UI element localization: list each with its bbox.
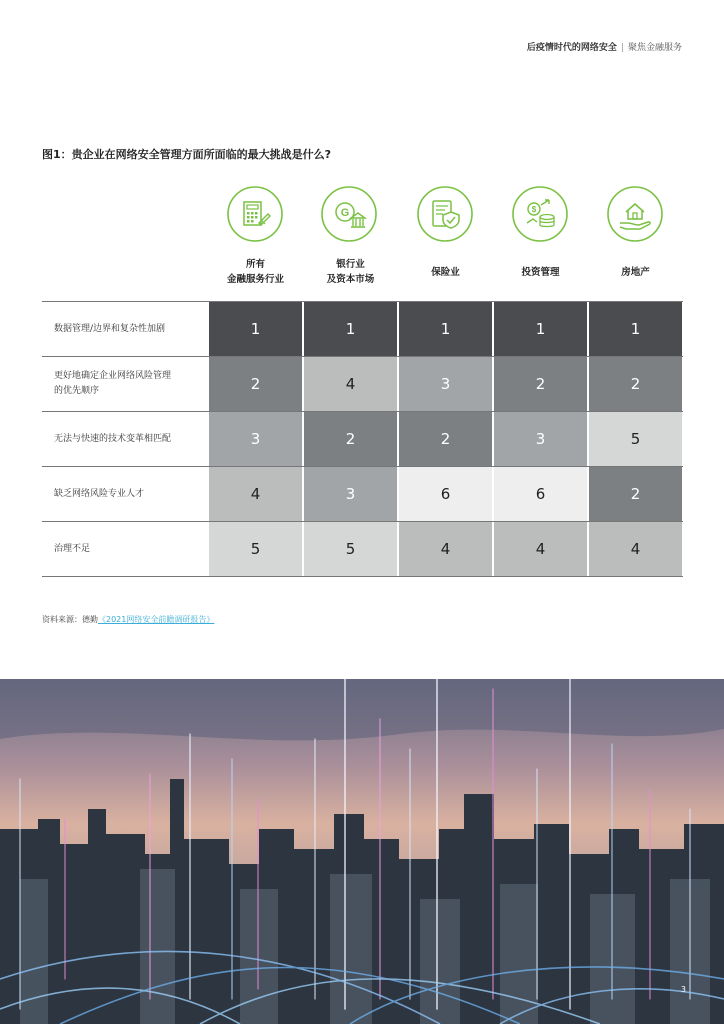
row-label: 更好地确定企业网络风险管理 的优先顺序	[54, 371, 172, 396]
column-header-all-fs: 所有 金融服务行业	[226, 259, 284, 285]
header-separator: |	[620, 43, 624, 53]
column-header-real-estate: 房地产	[621, 266, 650, 278]
rank-cell: 2	[589, 357, 682, 411]
row-label: 无法与快速的技术变革相匹配	[54, 433, 172, 444]
rank-cell: 4	[399, 522, 492, 576]
rank-cell: 6	[399, 467, 492, 521]
rank-cell: 4	[494, 522, 587, 576]
house-hand-icon	[606, 185, 664, 243]
rank-cell: 6	[494, 467, 587, 521]
header-subtitle: 聚焦金融服务	[627, 43, 682, 53]
rank-cell: 2	[494, 357, 587, 411]
rank-cell: 1	[494, 302, 587, 356]
document-calculator-icon	[226, 185, 284, 243]
rank-cell: 2	[209, 357, 302, 411]
row-label: 治理不足	[54, 543, 91, 554]
rank-cell: 5	[589, 412, 682, 466]
city-skyline-image	[0, 679, 724, 1024]
source-note	[42, 614, 214, 625]
row-label: 数据管理/边界和复杂性加剧	[54, 323, 166, 334]
column-header-banking: 银行业 及资本市场	[326, 259, 375, 285]
rank-cell: 4	[209, 467, 302, 521]
rank-cell: 3	[209, 412, 302, 466]
source-prefix: 资料来源：德勤	[42, 615, 98, 624]
page-number: 3	[680, 985, 686, 994]
bank-coin-icon	[320, 185, 378, 243]
rank-cell: 5	[304, 522, 397, 576]
running-header	[527, 40, 682, 53]
rank-cell: 1	[589, 302, 682, 356]
rank-cell: 2	[589, 467, 682, 521]
svg-text:$: $	[531, 205, 537, 214]
rank-cell: 4	[304, 357, 397, 411]
rank-cell: 4	[589, 522, 682, 576]
figure-title: 图1：贵企业在网络安全管理方面所面临的最大挑战是什么?	[42, 148, 332, 161]
investment-coins-icon	[511, 185, 569, 243]
rank-cell: 3	[304, 467, 397, 521]
column-header-insurance: 保险业	[431, 266, 460, 278]
row-label: 缺乏网络风险专业人才	[54, 488, 145, 499]
rank-cell: 1	[399, 302, 492, 356]
rank-cell: 1	[209, 302, 302, 356]
rank-cell: 2	[304, 412, 397, 466]
rank-cell: 3	[494, 412, 587, 466]
insurance-shield-icon	[416, 185, 474, 243]
rank-cell: 2	[399, 412, 492, 466]
rank-cell: 1	[304, 302, 397, 356]
table-rule	[42, 576, 683, 577]
source-report-link[interactable]: 《2021网络安全前瞻调研报告》	[98, 615, 215, 624]
svg-text:G: G	[340, 207, 350, 219]
rank-cell: 5	[209, 522, 302, 576]
column-header-investment: 投资管理	[521, 266, 560, 278]
rank-cell: 3	[399, 357, 492, 411]
header-title: 后疫情时代的网络安全	[526, 43, 617, 53]
